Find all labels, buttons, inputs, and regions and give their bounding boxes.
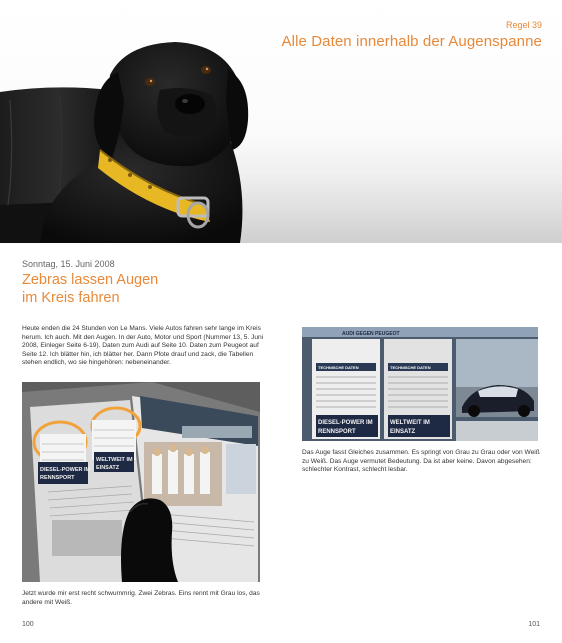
magazine-paw-photo xyxy=(22,382,260,582)
mag-right-headline-right-2: EINSATZ xyxy=(390,429,416,435)
caption-left: Jetzt wurde mir erst recht schwummrig. Zwei Zebras. Eins rennt mit Grau los, das andere mit Weiß. xyxy=(22,590,260,606)
article-title xyxy=(22,271,158,307)
mag-right-headline-left-2: RENNSPORT xyxy=(318,429,356,435)
article-body: Heute enden die 24 Stunden von Le Mans. Viele Autos fahren sehr lange im Kreis herum. Ich auch. Mit den Augen. In der Auto, Motor und Sport (Nummer 13, 5. Juni 2008, Einleger Seite 6-19). Daten zum Audi auf Seite 10. Daten zum Peugeot auf Seite 12. Ich blätter hin, ich blätter her. Dann Pfote drauf und zack, die Tabellen stehen endlich, wo sie hingehören: nebeneinander. xyxy=(22,325,264,367)
tables-side-by-side-photo xyxy=(302,327,538,441)
mag-banner: AUDI GEGEN PEUGEOT xyxy=(342,331,400,337)
article-title-line1: Zebras lassen Augen xyxy=(22,272,159,288)
header-title: Alle Daten innerhalb der Augenspanne xyxy=(281,33,542,50)
mag-headline-left-1: DIESEL-POWER IM xyxy=(40,467,91,473)
mag-right-headline-right-1: WELTWEIT IM xyxy=(390,420,430,426)
mag-right-headline-left-1: DIESEL-POWER IM xyxy=(318,420,373,426)
mag-headline-right-2: EINSATZ xyxy=(96,465,120,471)
mag-headline-right-1: WELTWEIT IM xyxy=(96,457,133,463)
mag-table-head-right: TECHNISCHE DATEN xyxy=(390,365,431,370)
mag-headline-left-2: RENNSPORT xyxy=(40,475,75,481)
page-number-right: 101 xyxy=(528,621,540,628)
page-number-left: 100 xyxy=(22,621,34,628)
caption-right: Das Auge fasst Gleiches zusammen. Es springt von Grau zu Grau oder von Weiß zu Weiß. Das Auge vermutet Bedeutung. Da ist aber keine. Davon abgesehen: schlechter Kontrast, schlecht lesbar. xyxy=(302,449,540,474)
article-title-line2: im Kreis fahren xyxy=(22,290,120,306)
tables-side-by-side-image xyxy=(302,327,538,441)
rule-label: Regel 39 xyxy=(505,20,542,30)
mag-table-head-left: TECHNISCHE DATEN xyxy=(318,365,359,370)
magazine-paw-image xyxy=(22,382,260,582)
article-date: Sonntag, 15. Juni 2008 xyxy=(22,259,115,269)
